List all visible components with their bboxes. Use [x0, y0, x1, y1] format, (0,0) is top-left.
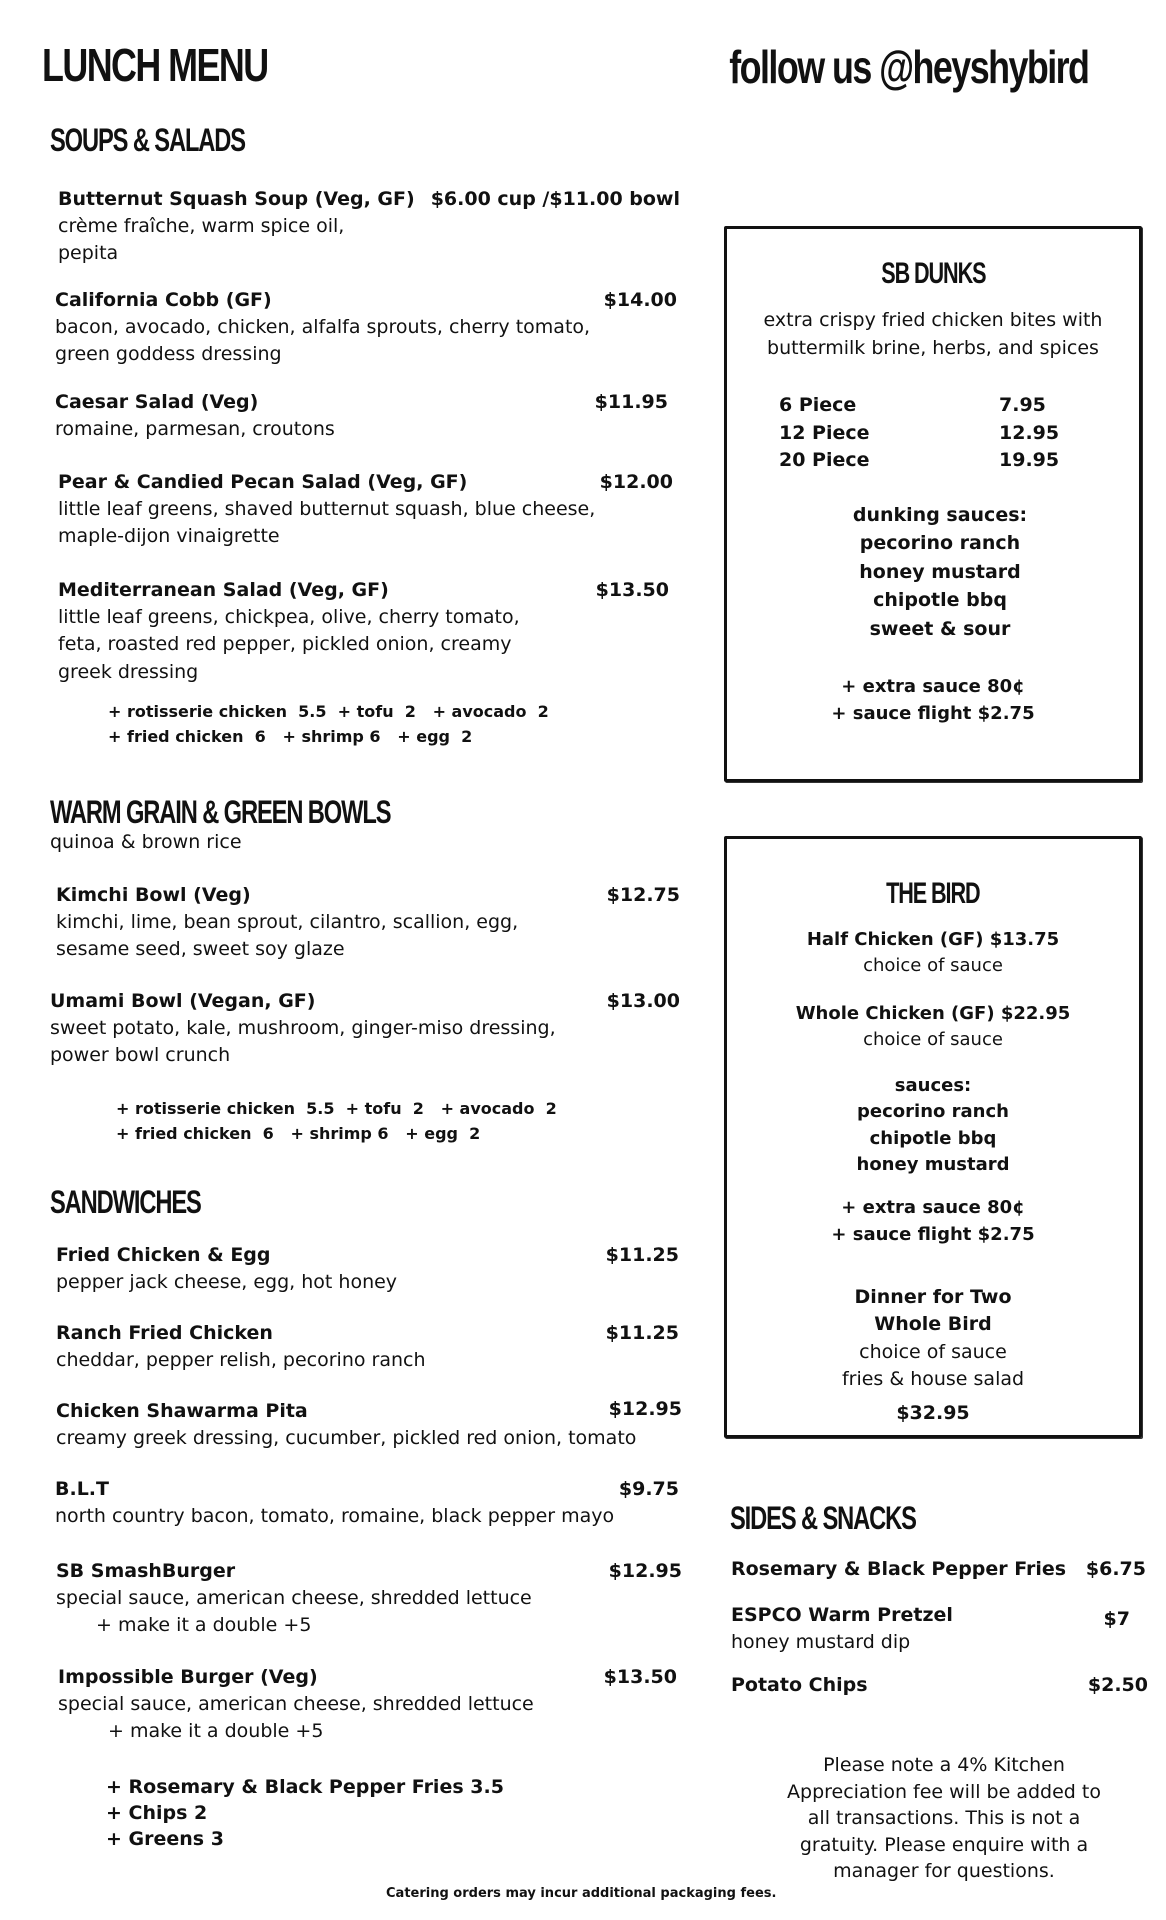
- count-label: 12 Piece: [779, 421, 870, 444]
- add-ons-line: + fried chicken 6 + shrimp 6 + egg 2: [108, 726, 473, 746]
- item-description: kimchi, lime, bean sprout, cilantro, scallion, egg, sesame seed, sweet soy glaze: [56, 910, 519, 961]
- dunks-description: extra crispy fried chicken bites with buttermilk brine, herbs, and spices: [763, 309, 1103, 359]
- item-price: $7: [1103, 1608, 1130, 1630]
- sauce: sweet & sour: [869, 617, 1011, 640]
- sandwich-side: + Chips 2: [106, 1802, 208, 1825]
- dinner-note: choice of sauce: [859, 1340, 1007, 1363]
- menu-item: [58, 577, 558, 686]
- add-ons-line: + fried chicken 6 + shrimp 6 + egg 2: [116, 1123, 481, 1143]
- item-price: $14.00: [603, 289, 677, 311]
- the-bird-box: [724, 836, 1142, 1438]
- item-name: Caesar Salad (Veg): [55, 391, 259, 413]
- item-name: B.L.T: [55, 1478, 109, 1500]
- item-description: cheddar, pepper relish, pecorino ranch: [56, 1348, 426, 1371]
- menu-item: [56, 1242, 656, 1296]
- add-ons-line: + rotisserie chicken 5.5 + tofu 2 + avocado 2: [108, 702, 549, 721]
- item-description: crème fraîche, warm spice oil, pepita: [58, 214, 345, 265]
- dinner-note: fries & house salad: [841, 1368, 1025, 1391]
- box-title: SB DUNKS: [880, 257, 986, 290]
- menu-item: [731, 1672, 868, 1699]
- item-price: $13.00: [606, 990, 680, 1012]
- item-description: romaine, parmesan, croutons: [55, 417, 335, 440]
- item-upgrade: + make it a double +5: [96, 1614, 312, 1637]
- item-upgrade: + make it a double +5: [108, 1720, 324, 1743]
- item-name: Butternut Squash Soup (Veg, GF): [58, 188, 415, 210]
- bird-sauces: [727, 1073, 1139, 1177]
- add-ons: [116, 1097, 557, 1147]
- item-price: $6.00 cup /$11.00 bowl: [430, 188, 680, 210]
- footer-note: Catering orders may incur additional packaging fees.: [386, 1886, 777, 1901]
- half-chicken-note: choice of sauce: [863, 955, 1003, 977]
- sauce: chipotle bbq: [873, 589, 1007, 612]
- page-title: LUNCH MENU: [42, 39, 268, 91]
- sandwich-sides: [106, 1774, 504, 1853]
- menu-item: [56, 1320, 656, 1374]
- item-description: bacon, avocado, chicken, alfalfa sprouts, cherry tomato, green goddess dressing: [55, 315, 591, 366]
- item-description: little leaf greens, chickpea, olive, cherry tomato, feta, roasted red pepper, pickled onion, creamy greek dressing: [58, 605, 520, 683]
- item-name: Pear & Candied Pecan Salad (Veg, GF): [58, 471, 468, 493]
- item-name: Kimchi Bowl (Veg): [56, 884, 251, 906]
- sauce-flight: + sauce flight $2.75: [831, 703, 1035, 725]
- box-title: THE BIRD: [886, 877, 980, 910]
- add-ons-line: + rotisserie chicken 5.5 + tofu 2 + avocado 2: [116, 1099, 557, 1118]
- kitchen-fee-notice: Please note a 4% Kitchen Appreciation fee will be added to all transactions. This is not a gratuity. Please enquire with a manager for questions.: [787, 1754, 1101, 1883]
- sb-dunks-box: [724, 226, 1142, 782]
- item-price: $11.25: [605, 1244, 679, 1266]
- item-name: Fried Chicken & Egg: [56, 1244, 271, 1266]
- count-label: 6 Piece: [779, 394, 857, 417]
- sauces-title: sauces:: [894, 1075, 972, 1097]
- dunking-sauces: [727, 501, 1139, 644]
- item-price: $2.50: [1087, 1674, 1148, 1696]
- dinner-for-two: [727, 1284, 1139, 1428]
- item-description: honey mustard dip: [731, 1630, 911, 1653]
- count-price: 19.95: [999, 449, 1060, 472]
- item-price: $13.50: [603, 1666, 677, 1688]
- item-name: Umami Bowl (Vegan, GF): [50, 990, 316, 1012]
- sandwich-side: + Rosemary & Black Pepper Fries 3.5: [106, 1776, 504, 1798]
- item-description: sweet potato, kale, mushroom, ginger-miso dressing, power bowl crunch: [50, 1016, 556, 1067]
- whole-chicken-note: choice of sauce: [863, 1029, 1003, 1051]
- item-price: $12.00: [599, 471, 673, 493]
- sauce: pecorino ranch: [859, 532, 1021, 555]
- social-handle: follow us @heyshybird: [728, 41, 1088, 93]
- menu-item: [731, 1602, 953, 1656]
- item-name: California Cobb (GF): [55, 289, 272, 311]
- item-name: Rosemary & Black Pepper Fries: [731, 1558, 1067, 1580]
- menu-item: [55, 389, 615, 443]
- menu-item: [55, 287, 615, 369]
- item-description: creamy greek dressing, cucumber, pickled red onion, tomato: [56, 1426, 637, 1449]
- whole-chicken: [727, 1001, 1139, 1053]
- count-row: [779, 447, 1139, 475]
- item-description: north country bacon, tomato, romaine, black pepper mayo: [55, 1504, 615, 1527]
- item-name: Potato Chips: [731, 1674, 868, 1696]
- item-name: Ranch Fried Chicken: [56, 1322, 273, 1344]
- menu-item: [55, 1476, 695, 1530]
- sauce: pecorino ranch: [857, 1101, 1009, 1123]
- item-description: special sauce, american cheese, shredded lettuce: [56, 1586, 532, 1609]
- section-title-soups-salads: SOUPS & SALADS: [50, 122, 245, 158]
- sauce: honey mustard: [856, 1153, 1010, 1175]
- item-price: $11.95: [594, 391, 668, 413]
- item-price: $12.95: [608, 1560, 682, 1582]
- item-description: little leaf greens, shaved butternut squash, blue cheese, maple-dijon vinaigrette: [58, 497, 596, 548]
- item-description: special sauce, american cheese, shredded lettuce: [58, 1692, 534, 1715]
- sandwich-side: + Greens 3: [106, 1828, 224, 1851]
- dunks-counts: [779, 392, 1139, 475]
- count-price: 7.95: [999, 394, 1046, 417]
- sauces-title: dunking sauces:: [852, 503, 1028, 526]
- item-price: $12.95: [608, 1398, 682, 1420]
- item-price: $9.75: [618, 1478, 679, 1500]
- sauce: chipotle bbq: [869, 1127, 997, 1149]
- extra-sauce: + extra sauce 80¢: [841, 676, 1025, 698]
- add-ons: [108, 700, 549, 750]
- bird-sauce-extras: [727, 1194, 1139, 1248]
- menu-item: [56, 1398, 696, 1452]
- item-name: Mediterranean Salad (Veg, GF): [58, 579, 389, 601]
- dinner-price: $32.95: [896, 1401, 970, 1424]
- section-title-sandwiches: SANDWICHES: [50, 1184, 201, 1220]
- item-name: SB SmashBurger: [56, 1560, 236, 1582]
- item-price: $11.25: [605, 1322, 679, 1344]
- extra-sauce: + extra sauce 80¢: [841, 1196, 1025, 1218]
- half-chicken: [727, 927, 1139, 979]
- count-label: 20 Piece: [779, 449, 870, 472]
- dinner-title: Dinner for Two: [854, 1285, 1012, 1308]
- menu-item: [56, 1558, 656, 1640]
- sauce-flight: + sauce flight $2.75: [831, 1223, 1035, 1245]
- menu-item: [58, 1664, 658, 1746]
- section-title-bowls: WARM GRAIN & GREEN BOWLS: [50, 794, 391, 830]
- sauce-extras: [727, 673, 1139, 727]
- count-row: [779, 420, 1139, 448]
- item-description: pepper jack cheese, egg, hot honey: [56, 1270, 398, 1293]
- menu-item: [56, 882, 596, 964]
- dinner-subtitle: Whole Bird: [874, 1313, 992, 1336]
- count-price: 12.95: [999, 421, 1060, 444]
- sauce: honey mustard: [859, 560, 1021, 583]
- half-chicken-title: Half Chicken (GF) $13.75: [806, 929, 1060, 950]
- section-title-sides: SIDES & SNACKS: [730, 1500, 916, 1536]
- item-price: $12.75: [606, 884, 680, 906]
- menu-item: [50, 988, 620, 1070]
- item-price: $13.50: [595, 579, 669, 601]
- section-subtitle: quinoa & brown rice: [50, 831, 242, 853]
- item-name: Impossible Burger (Veg): [58, 1666, 318, 1688]
- menu-item: [731, 1556, 1066, 1583]
- menu-item: [58, 469, 598, 551]
- item-price: $6.75: [1085, 1558, 1146, 1580]
- count-row: [779, 392, 1139, 420]
- whole-chicken-title: Whole Chicken (GF) $22.95: [795, 1003, 1071, 1025]
- item-name: Chicken Shawarma Pita: [56, 1400, 308, 1422]
- item-name: ESPCO Warm Pretzel: [731, 1604, 953, 1626]
